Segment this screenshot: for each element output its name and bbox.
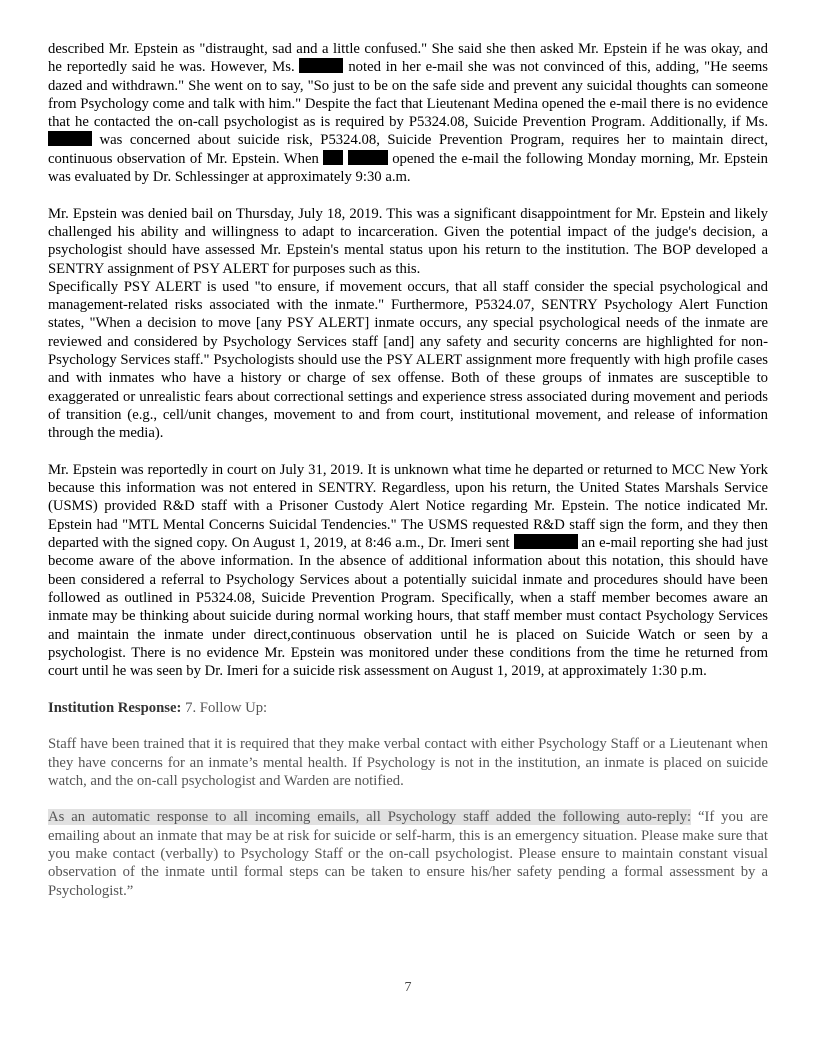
- paragraph-email-report: [48, 40, 768, 186]
- response-label: Institution Response:: [48, 699, 182, 716]
- redaction-block: [514, 534, 578, 549]
- text-segment: described Mr. Epstein as "distraught, sad and a little confused." She said she then asked Mr. Epstein if he was okay, and he reportedly said he was. However, Ms.: [48, 41, 768, 76]
- document-page: [48, 40, 768, 900]
- paragraph-bail-denied: Mr. Epstein was denied bail on Thursday, July 18, 2019. This was a significant disappointment for Mr. Epstein and likely challenged his ability and willingness to adapt to incarceration. Given the potential impact of the judge's decision, a psychologist should have assessed Mr. Epstein's mental status upon his return to the institution. The BOP developed a SENTRY assignment of PSY ALERT for purposes such as this.: [48, 205, 768, 277]
- followup-label: 7. Follow Up:: [185, 699, 268, 716]
- redaction-block: [323, 150, 343, 165]
- text-segment: was concerned about suicide risk, P5324.08, Suicide Prevention Program, requires her to maintain direct, continuous observation of Mr. Epstein. When: [48, 132, 768, 167]
- redaction-block: [48, 131, 92, 146]
- text-segment: opened the e-mail the following Monday morning, Mr. Epstein was evaluated by Dr. Schlessinger at approximately 9:30 a.m.: [48, 150, 768, 186]
- paragraph-psy-alert: Specifically PSY ALERT is used "to ensure, if movement occurs, that all staff consider the special psychological and management-related risks associated with the inmate." Furthermore, P5324.07, SENTRY Psychology Alert Function states, "When a decision to move [any PSY ALERT] inmate occurs, any special psychological needs of the inmate are reviewed and considered by Psychology Services staff [and] any safety and security concerns are highlighted for non-Psychology Services staff." Psychologists should use the PSY ALERT assignment more frequently with high profile cases and with inmates who have a history or charge of sex offense. Both of these groups of inmates are susceptible to exaggerated or unrealistic fears about correctional settings and experience stress associated during movement and periods of transition (e.g., cell/unit changes, movement to and from court, institutional movement, and release of information through the media).: [48, 278, 768, 442]
- response-paragraph-training: Staff have been trained that it is required that they make verbal contact with either Psychology Staff or a Lieutenant when they have concerns for an inmate’s mental health. If Psychology is not in the institution, an inmate is placed on suicide watch, and the on-call psychologist and Warden are notified.: [48, 736, 768, 789]
- text-segment: Mr. Epstein was reportedly in court on July 31, 2019. It is unknown what time he departed or returned to MCC New York because this information was not entered in SENTRY. Regardless, upon his return, the United States Marshals Service (USMS) provided R&D staff with a Prisoner Custody Alert Notice regarding Mr. Epstein. The notice indicated Mr. Epstein had "MTL Mental Concerns Suicidal Tendencies." The USMS requested R&D staff sign the form, and they then departed with the signed copy. On August 1, 2019, at 8:46 a.m., Dr. Imeri sent: [48, 461, 768, 552]
- text-segment: noted in her e-mail she was not convinced of this, adding, "He seems dazed and withdrawn." She went on to say, "So just to be on the safe side and prevent any suicidal thoughts can someone from Psychology come and talk with him." Despite the fact that Lieutenant Medina opened the e-mail there is no evidence that he contacted the on-call psychologist as is required by P5324.08, Suicide Prevention Program. Additionally, if Ms.: [48, 59, 769, 131]
- paragraph-court-return: [48, 461, 768, 681]
- response-paragraph-autoreply: [48, 808, 768, 899]
- page-number: 7: [404, 980, 412, 995]
- autoreply-quote: “If you are emailing about an inmate that may be at risk for suicide or self-harm, this is an emergency situation. Please make sure that you make contact (verbally) to Psychology Staff or the on-call psychologist. Please ensure to maintain constant visual observation of the inmate until formal steps can be taken to ensure his/her safety pending a formal assessment by a Psychologist.”: [48, 809, 768, 899]
- institution-response-heading: [48, 699, 768, 717]
- redaction-block: [299, 58, 343, 73]
- text-segment: an e-mail reporting she had just become aware of the above information. In the absence of additional information about this notation, this should have been considered a referral to Psychology Services about a potentially suicidal inmate and procedures should have been followed as outlined in P5324.08, Suicide Prevention Program. Specifically, when a staff member becomes aware an inmate may be thinking about suicide during normal working hours, that staff member must contact Psychology Services and maintain the inmate under direct,continuous observation until he is placed on Suicide Watch or seen by a psychologist. There is no evidence Mr. Epstein was monitored under these conditions from the time he returned from court until he was seen by Dr. Imeri for a suicide risk assessment on August 1, 2019, at approximately 1:30 p.m.: [48, 535, 769, 680]
- redaction-block: [348, 150, 388, 165]
- highlighted-text: As an automatic response to all incoming emails, all Psychology staff added the following auto-reply:: [48, 809, 692, 826]
